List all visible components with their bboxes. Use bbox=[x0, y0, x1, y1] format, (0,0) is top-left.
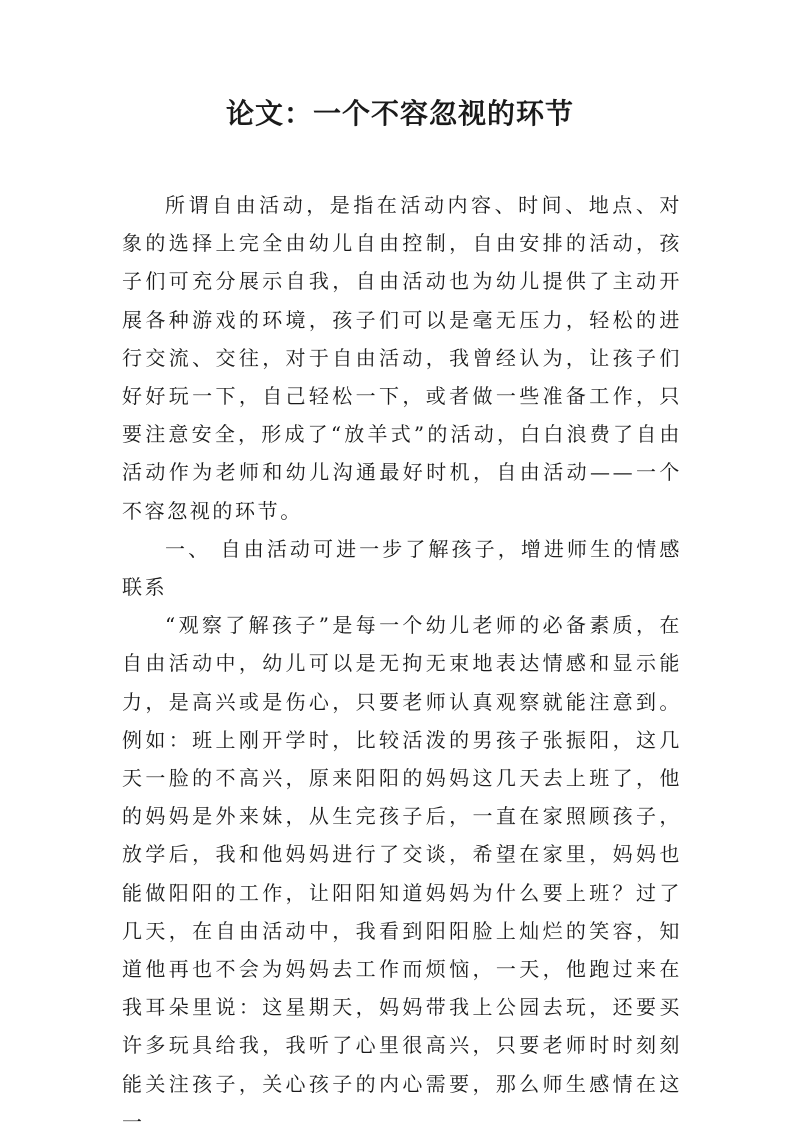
document-body bbox=[122, 186, 682, 1141]
paragraph-intro: 所谓自由活动，是指在活动内容、时间、地点、对象的选择上完全由幼儿自由控制，自由安排的活动，孩子们可充分展示自我，自由活动也为幼儿提供了主动开展各种游戏的环境，孩子们可以是毫无压力，轻松的进行交流、交往，对于自由活动，我曾经认为，让孩子们好好玩一下，自己轻松一下，或者做一些准备工作，只要注意安全，形成了“放羊式”的活动，白白浪费了自由活动作为老师和幼儿沟通最好时机，自由活动——一个不容忽视的环节。 bbox=[122, 193, 682, 523]
document-title: 论文：一个不容忽视的环节 bbox=[225, 97, 574, 130]
paragraph-observation: “观察了解孩子”是每一个幼儿老师的必备素质，在自由活动中，幼儿可以是无拘无束地表达情感和显示能力，是高兴或是伤心，只要老师认真观察就能注意到。例如：班上刚开学时，比较活泼的男孩子张振阳，这几天一脸的不高兴，原来阳阳的妈妈这几天去上班了，他的妈妈是外来妹，从生完孩子后，一直在家照顾孩子，放学后，我和他妈妈进行了交谈，希望在家里，妈妈也能做阳阳的工作，让阳阳知道妈妈为什么要上班？过了几天，在自由活动中，我看到阳阳脸上灿烂的笑容，知道他再也不会为妈妈去工作而烦恼，一天，他跑过来在我耳朵里说：这星期天，妈妈带我上公园去玩，还要买许多玩具给我，我听了心里很高兴，只要老师时时刻刻能关注孩子，关心孩子的内心需要，那么师生感情在这一 bbox=[122, 613, 682, 1134]
section-heading-1: 一、 自由活动可进一步了解孩子，增进师生的情感联系 bbox=[122, 536, 682, 600]
